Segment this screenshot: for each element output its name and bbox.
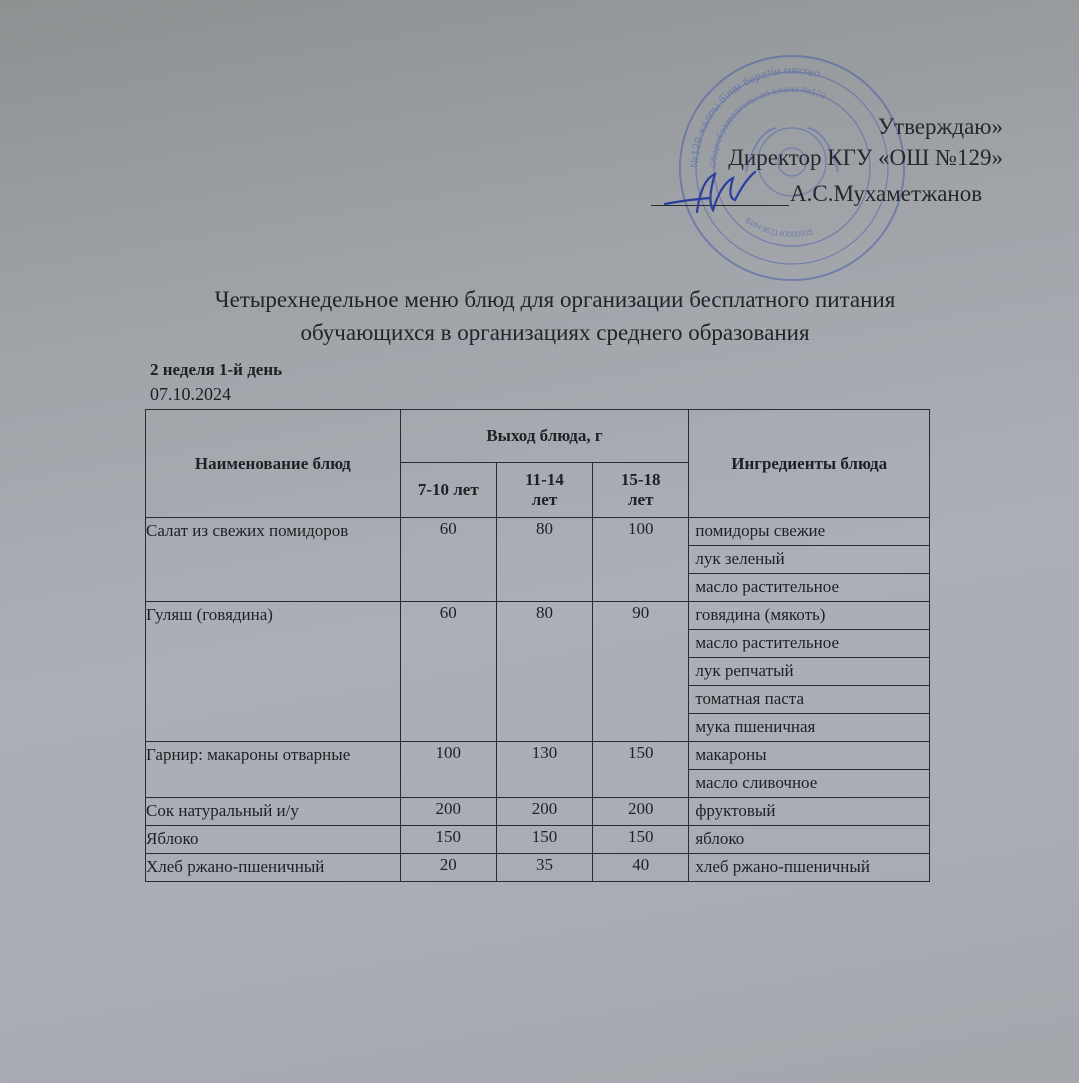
ingredients-cell bbox=[689, 826, 930, 854]
table-row bbox=[146, 602, 930, 742]
header-age-15-18: 15-18 лет bbox=[593, 463, 689, 518]
output-7-10: 150 bbox=[400, 826, 496, 854]
header-dish-name: Наименование блюд bbox=[146, 410, 401, 518]
output-7-10: 60 bbox=[400, 602, 496, 742]
ingredient-item: макароны bbox=[689, 742, 929, 770]
dish-name: Хлеб ржано-пшеничный bbox=[146, 854, 401, 882]
output-15-18: 40 bbox=[593, 854, 689, 882]
ingredients-cell bbox=[689, 798, 930, 826]
director-name: А.С.Мухаметжанов bbox=[790, 181, 983, 206]
menu-date: 07.10.2024 bbox=[150, 384, 231, 404]
ingredients-cell bbox=[689, 742, 930, 798]
output-11-14: 150 bbox=[496, 826, 592, 854]
output-11-14: 130 bbox=[496, 742, 592, 798]
approval-heading: Утверждаю» bbox=[877, 114, 1003, 139]
output-11-14: 35 bbox=[496, 854, 592, 882]
header-age-11-14: 11-14 лет bbox=[496, 463, 592, 518]
ingredient-item: лук зеленый bbox=[689, 546, 929, 574]
dish-name: Яблоко bbox=[146, 826, 401, 854]
output-7-10: 20 bbox=[400, 854, 496, 882]
output-15-18: 200 bbox=[593, 798, 689, 826]
output-7-10: 200 bbox=[400, 798, 496, 826]
ingredient-item: говядина (мякоть) bbox=[689, 602, 929, 630]
table-row bbox=[146, 742, 930, 798]
output-11-14: 80 bbox=[496, 518, 592, 602]
output-7-10: 100 bbox=[400, 742, 496, 798]
table-row bbox=[146, 798, 930, 826]
output-11-14: 80 bbox=[496, 602, 592, 742]
signature-icon bbox=[655, 160, 775, 220]
header-age-7-10: 7-10 лет bbox=[400, 463, 496, 518]
ingredient-item: яблоко bbox=[695, 829, 745, 848]
table-row bbox=[146, 826, 930, 854]
ingredients-cell bbox=[689, 854, 930, 882]
ingredient-item: лук репчатый bbox=[689, 658, 929, 686]
ingredient-item: мука пшеничная bbox=[695, 717, 816, 736]
table-row bbox=[146, 854, 930, 882]
ingredient-item: масло сливочное bbox=[695, 773, 818, 792]
ingredient-item: фруктовый bbox=[695, 801, 776, 820]
output-11-14: 200 bbox=[496, 798, 592, 826]
week-day-label: 2 неделя 1-й день bbox=[150, 360, 283, 379]
output-15-18: 150 bbox=[593, 742, 689, 798]
stamp-bin-text: БИН 951140000935 bbox=[743, 216, 814, 240]
output-7-10: 60 bbox=[400, 518, 496, 602]
ingredient-item: хлеб ржано-пшеничный bbox=[695, 857, 870, 876]
header-ingredients: Ингредиенты блюда bbox=[689, 410, 930, 518]
table-row bbox=[146, 518, 930, 602]
stamp-outer-text: №129 жалпы білім беретін мектеп bbox=[688, 64, 822, 169]
output-15-18: 90 bbox=[593, 602, 689, 742]
dish-name: Салат из свежих помидоров bbox=[146, 518, 401, 602]
ingredient-item: помидоры свежие bbox=[689, 518, 929, 546]
director-title: Директор КГУ «ОШ №129» bbox=[728, 145, 1003, 170]
stamp-inner-text: Общеобразовательная школа №129 bbox=[707, 83, 828, 169]
dish-name: Гуляш (говядина) bbox=[146, 602, 401, 742]
ingredients-cell bbox=[689, 602, 930, 742]
output-15-18: 150 bbox=[593, 826, 689, 854]
dish-name: Гарнир: макароны отварные bbox=[146, 742, 401, 798]
dish-name: Сок натуральный и/у bbox=[146, 798, 401, 826]
menu-table bbox=[145, 409, 930, 882]
ingredients-cell bbox=[689, 518, 930, 602]
ingredient-item: масло растительное bbox=[689, 630, 929, 658]
ingredient-item: масло растительное bbox=[695, 577, 839, 596]
document-title bbox=[140, 283, 970, 349]
ingredient-item: томатная паста bbox=[689, 686, 929, 714]
output-15-18: 100 bbox=[593, 518, 689, 602]
header-output: Выход блюда, г bbox=[400, 410, 689, 463]
title-line-1: Четырехнедельное меню блюд для организации бесплатного питания bbox=[214, 287, 896, 312]
title-line-2: обучающихся в организациях среднего образования bbox=[300, 320, 810, 345]
